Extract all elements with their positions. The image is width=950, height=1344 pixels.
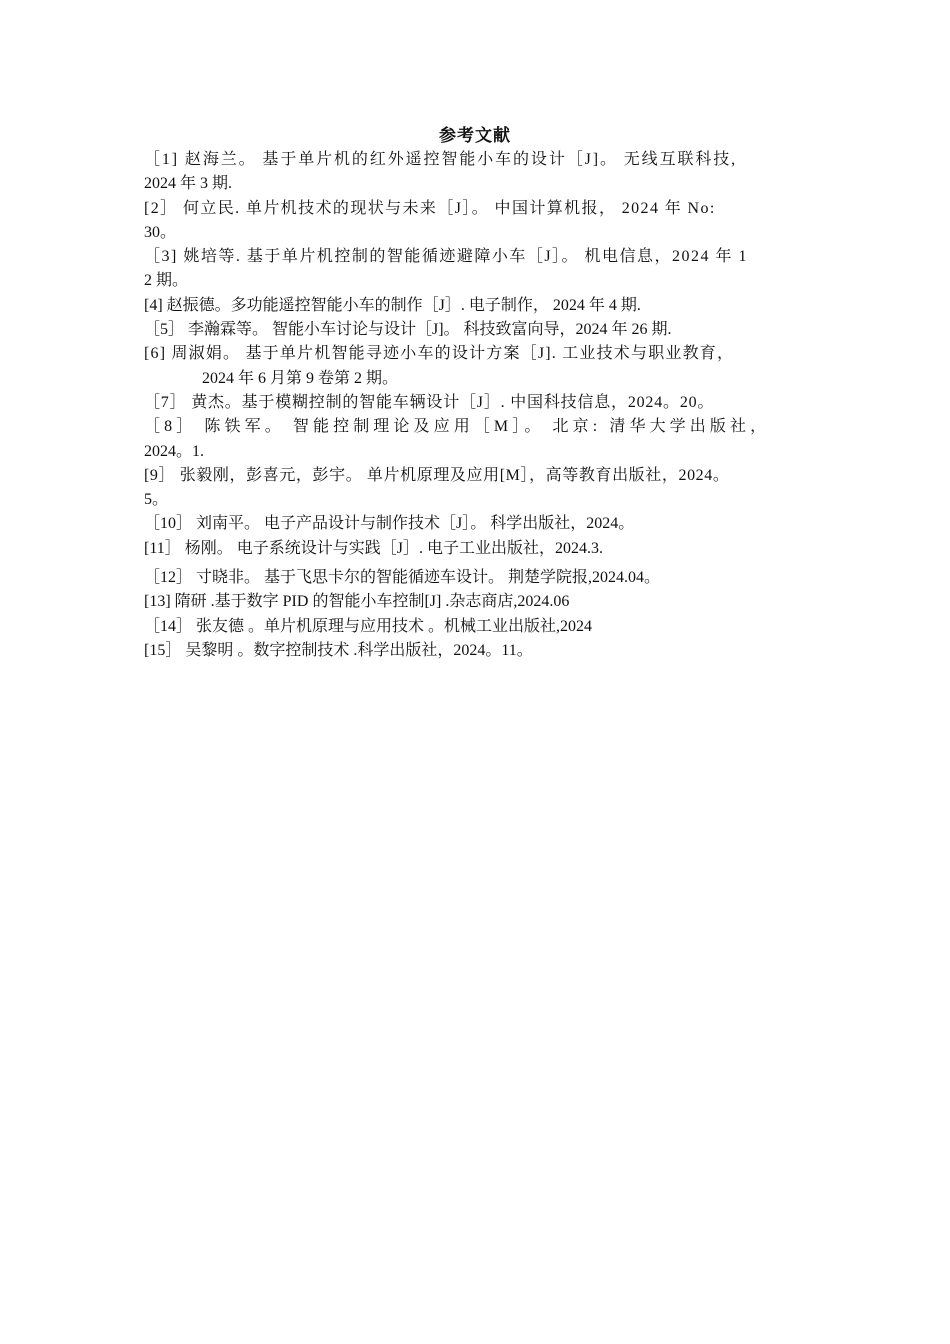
reference-line: [9］ 张毅刚，彭喜元，彭宇。 单片机原理及应用[M］，高等教育出版社，2024。 <box>144 466 730 484</box>
reference-line: [4] 赵振德。多功能遥控智能小车的制作［J］. 电子制作， 2024 年 4 期. <box>144 296 641 314</box>
reference-item-8 <box>144 415 824 464</box>
reference-item-13 <box>144 590 824 614</box>
reference-item-14 <box>144 615 824 639</box>
reference-line: ［12］ 寸晓非。 基于飞思卡尔的智能循迹车设计。 荆楚学院报,2024.04。 <box>144 569 661 587</box>
reference-list <box>144 148 824 663</box>
reference-line: ［10］ 刘南平。 电子产品设计与制作技术［J］。 科学出版社，2024。 <box>144 515 635 533</box>
reference-line: 2024。1. <box>144 442 205 460</box>
reference-line: ［3] 姚培等. 基于单片机控制的智能循迹避障小车［J］。 机电信息，2024 年 1 <box>144 248 749 266</box>
reference-line: ［8］ 陈铁军。 智能控制理论及应用［M］。 北京: 清华大学出版社， <box>144 418 771 436</box>
reference-line: 2024 年 6 月第 9 卷第 2 期。 <box>202 369 399 387</box>
reference-item-7 <box>144 391 824 415</box>
reference-line: 5。 <box>144 491 169 509</box>
reference-item-9 <box>144 464 824 513</box>
reference-item-6 <box>144 342 824 391</box>
reference-item-4 <box>144 294 824 318</box>
reference-item-1 <box>144 148 824 197</box>
reference-item-15 <box>144 639 824 663</box>
reference-item-10 <box>144 512 824 536</box>
reference-item-2 <box>144 197 824 246</box>
reference-line: ［5］ 李瀚霖等。 智能小车讨论与设计［J]。 科技致富向导，2024 年 26 期. <box>144 321 672 339</box>
reference-line: ［14］ 张友德 。单片机原理与应用技术 。机械工业出版社,2024 <box>144 617 593 635</box>
reference-line: [6] 周淑娟。 基于单片机智能寻迹小车的设计方案［J]. 工业技术与职业教育， <box>144 345 735 363</box>
reference-item-11 <box>144 537 824 561</box>
reference-line: 2 期。 <box>144 272 189 290</box>
reference-item-3 <box>144 245 824 294</box>
reference-line: [2］ 何立民. 单片机技术的现状与未来［J］。 中国计算机报， 2024 年 No: <box>144 199 716 217</box>
reference-line: ［7］ 黄杰。基于模糊控制的智能车辆设计［J］. 中国科技信息，2024。20。 <box>144 393 715 411</box>
reference-line: 2024 年 3 期. <box>144 175 233 193</box>
reference-line: [13] 隋研 .基于数字 PID 的智能小车控制[J] .杂志商店,2024.06 <box>144 593 570 611</box>
reference-line: [11］ 杨刚。 电子系统设计与实践［J］. 电子工业出版社，2024.3. <box>144 539 603 557</box>
reference-item-5 <box>144 318 824 342</box>
reference-line: [15］ 吴黎明 。数字控制技术 .科学出版社，2024。11。 <box>144 641 533 659</box>
reference-line: ［1] 赵海兰。 基于单片机的红外遥控智能小车的设计［J]。 无线互联科技, <box>144 151 738 168</box>
reference-item-12 <box>144 566 824 590</box>
page-title: 参考文献 <box>439 126 511 145</box>
reference-line: 30。 <box>144 223 177 241</box>
